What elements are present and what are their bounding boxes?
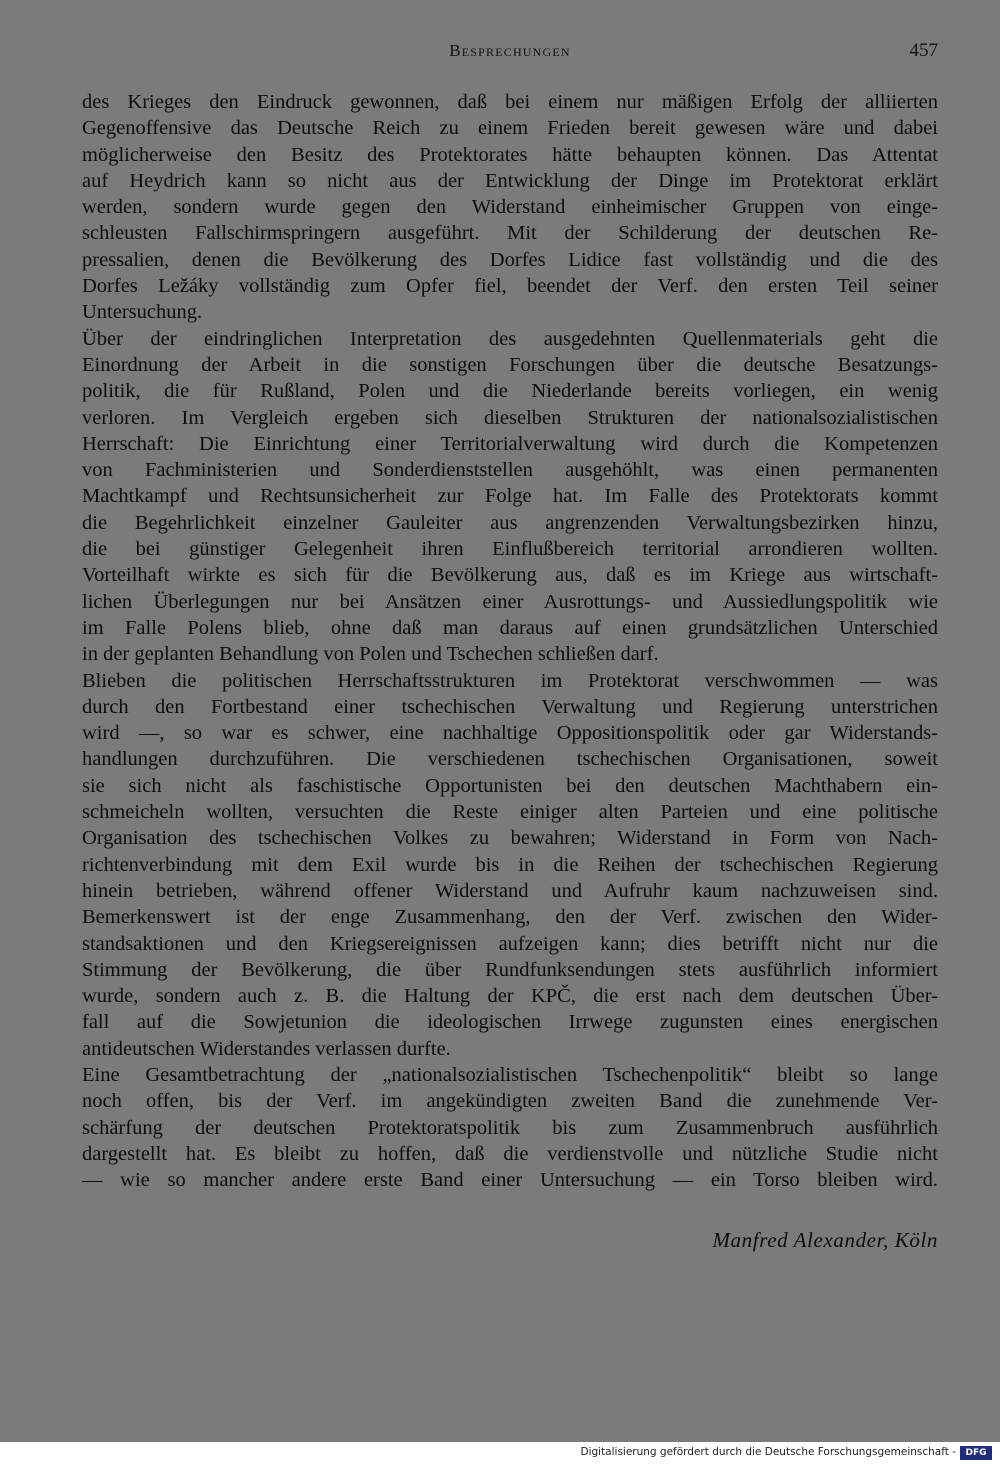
text-line: richtenverbindung mit dem Exil wurde bis in die Reihen der tschechischen Regierung [82,853,938,876]
text-line: Einordnung der Arbeit in die sonstigen Forschungen über die deutsche Besatzungs- [82,353,938,376]
text-line: pressalien, denen die Bevölkerung des Dorfes Lidice fast vollständig und die des [82,248,938,271]
text-line: standsaktionen und den Kriegsereignissen aufzeigen kann; dies betrifft nicht nur die [82,932,938,955]
text-line: in der geplanten Behandlung von Polen und Tschechen schließen darf. [82,643,659,666]
text-line: schmeicheln wollten, versuchten die Reste einiger alten Parteien und eine politische [82,801,938,824]
text-line: möglicherweise den Besitz des Protektorates hätte behaupten können. Das Attentat [82,143,938,166]
text-line: des Krieges den Eindruck gewonnen, daß bei einem nur mäßigen Erfolg der alliierten [82,91,938,113]
text-line: lichen Überlegungen nur bei Ansätzen einer Ausrottungs- und Aussiedlungspolitik wie [82,590,938,613]
text-line: auf Heydrich kann so nicht aus der Entwicklung der Dinge im Protektorat erklärt [82,169,938,192]
text-line: die bei günstiger Gelegenheit ihren Einflußbereich territorial arrondieren wollten. [82,538,938,561]
text-line: handlungen durchzuführen. Die verschiedenen tschechischen Organisationen, soweit [82,748,938,771]
text-line: Eine Gesamtbetrachtung der „nationalsozialistischen Tschechenpolitik“ bleibt so lange [82,1063,938,1086]
text-line: hinein betrieben, während offener Widerstand und Aufruhr kaum nachzuweisen sind. [82,879,938,902]
reviewer-signature: Manfred Alexander, Köln [712,1228,938,1252]
text-line: schärfung der deutschen Protektoratspolitik bis zum Zusammenbruch ausführlich [82,1116,938,1139]
page-number: 457 [909,40,938,61]
dfg-logo-icon: DFG [960,1446,992,1460]
text-line: Herrschaft: Die Einrichtung einer Territorialverwaltung wird durch die Kompetenzen [82,432,938,455]
text-line: schleusten Fallschirmspringern ausgeführt. Mit der Schilderung der deutschen Re- [82,222,938,245]
text-line: die Begehrlichkeit einzelner Gauleiter aus angrenzenden Verwaltungsbezirken hinzu, [82,511,938,534]
text-line: Vorteilhaft wirkte es sich für die Bevölkerung aus, daß es im Kriege aus wirtschaft- [82,564,938,587]
text-line: Gegenoffensive das Deutsche Reich zu einem Frieden bereit gewesen wäre und dabei [82,117,938,140]
text-line: Organisation des tschechischen Volkes zu bewahren; Widerstand in Form von Nach- [82,827,938,850]
text-line: Bemerkenswert ist der enge Zusammenhang, den der Verf. zwischen den Wider- [82,906,938,929]
running-head: Besprechungen [449,41,571,60]
text-line: von Fachministerien und Sonderdienststellen ausgehöhlt, was einen permanenten [82,459,938,482]
text-line: sie sich nicht als faschistische Opportunisten bei den deutschen Machthabern ein- [82,774,938,797]
text-line: Blieben die politischen Herrschaftsstrukturen im Protektorat verschwommen — was [82,669,938,692]
text-line: politik, die für Rußland, Polen und die Niederlande bereits vorliegen, ein wenig [82,380,938,403]
text-line: Über der eindringlichen Interpretation des ausgedehnten Quellenmaterials geht die [82,327,938,350]
text-line: Dorfes Ležáky vollständig zum Opfer fiel, beendet der Verf. den ersten Teil seiner [82,275,938,298]
page-header [82,38,938,68]
text-line: — wie so mancher andere erste Band einer Untersuchung — ein Torso bleiben wird. [82,1169,938,1192]
text-line: fall auf die Sowjetunion die ideologischen Irrwege zugunsten eines energischen [82,1011,938,1034]
text-line: Stimmung der Bevölkerung, die über Rundfunksendungen stets ausführlich informiert [82,958,938,981]
text-line: wurde, sondern auch z. B. die Haltung der KPČ, die erst nach dem deutschen Über- [82,985,938,1008]
text-line: Untersuchung. [82,301,203,324]
text-line: wird —, so war es schwer, eine nachhaltige Oppositionspolitik oder gar Widerstands- [82,722,938,745]
review-body-text [82,89,938,1193]
text-line: durch den Fortbestand einer tschechischen Verwaltung und Regierung unterstrichen [82,695,938,718]
text-line: im Falle Polens blieb, ohne daß man daraus auf einen grundsätzlichen Unterschied [82,616,938,639]
text-line: Machtkampf und Rechtsunsicherheit zur Folge hat. Im Falle des Protektorats kommt [82,485,938,508]
text-line: werden, sondern wurde gegen den Widerstand einheimischer Gruppen von einge- [82,196,938,219]
text-line: noch offen, bis der Verf. im angekündigten zweiten Band die zunehmende Ver- [82,1090,938,1113]
digitization-footer [0,1442,1000,1464]
text-line: dargestellt hat. Es bleibt zu hoffen, daß die verdienstvolle und nützliche Studie nicht [82,1142,938,1165]
text-line: antideutschen Widerstandes verlassen durfte. [82,1037,451,1060]
text-line: verloren. Im Vergleich ergeben sich dieselben Strukturen der nationalsozialistischen [82,406,938,429]
funding-credit: Digitalisierung gefördert durch die Deutsche Forschungsgemeinschaft - [580,1446,956,1458]
